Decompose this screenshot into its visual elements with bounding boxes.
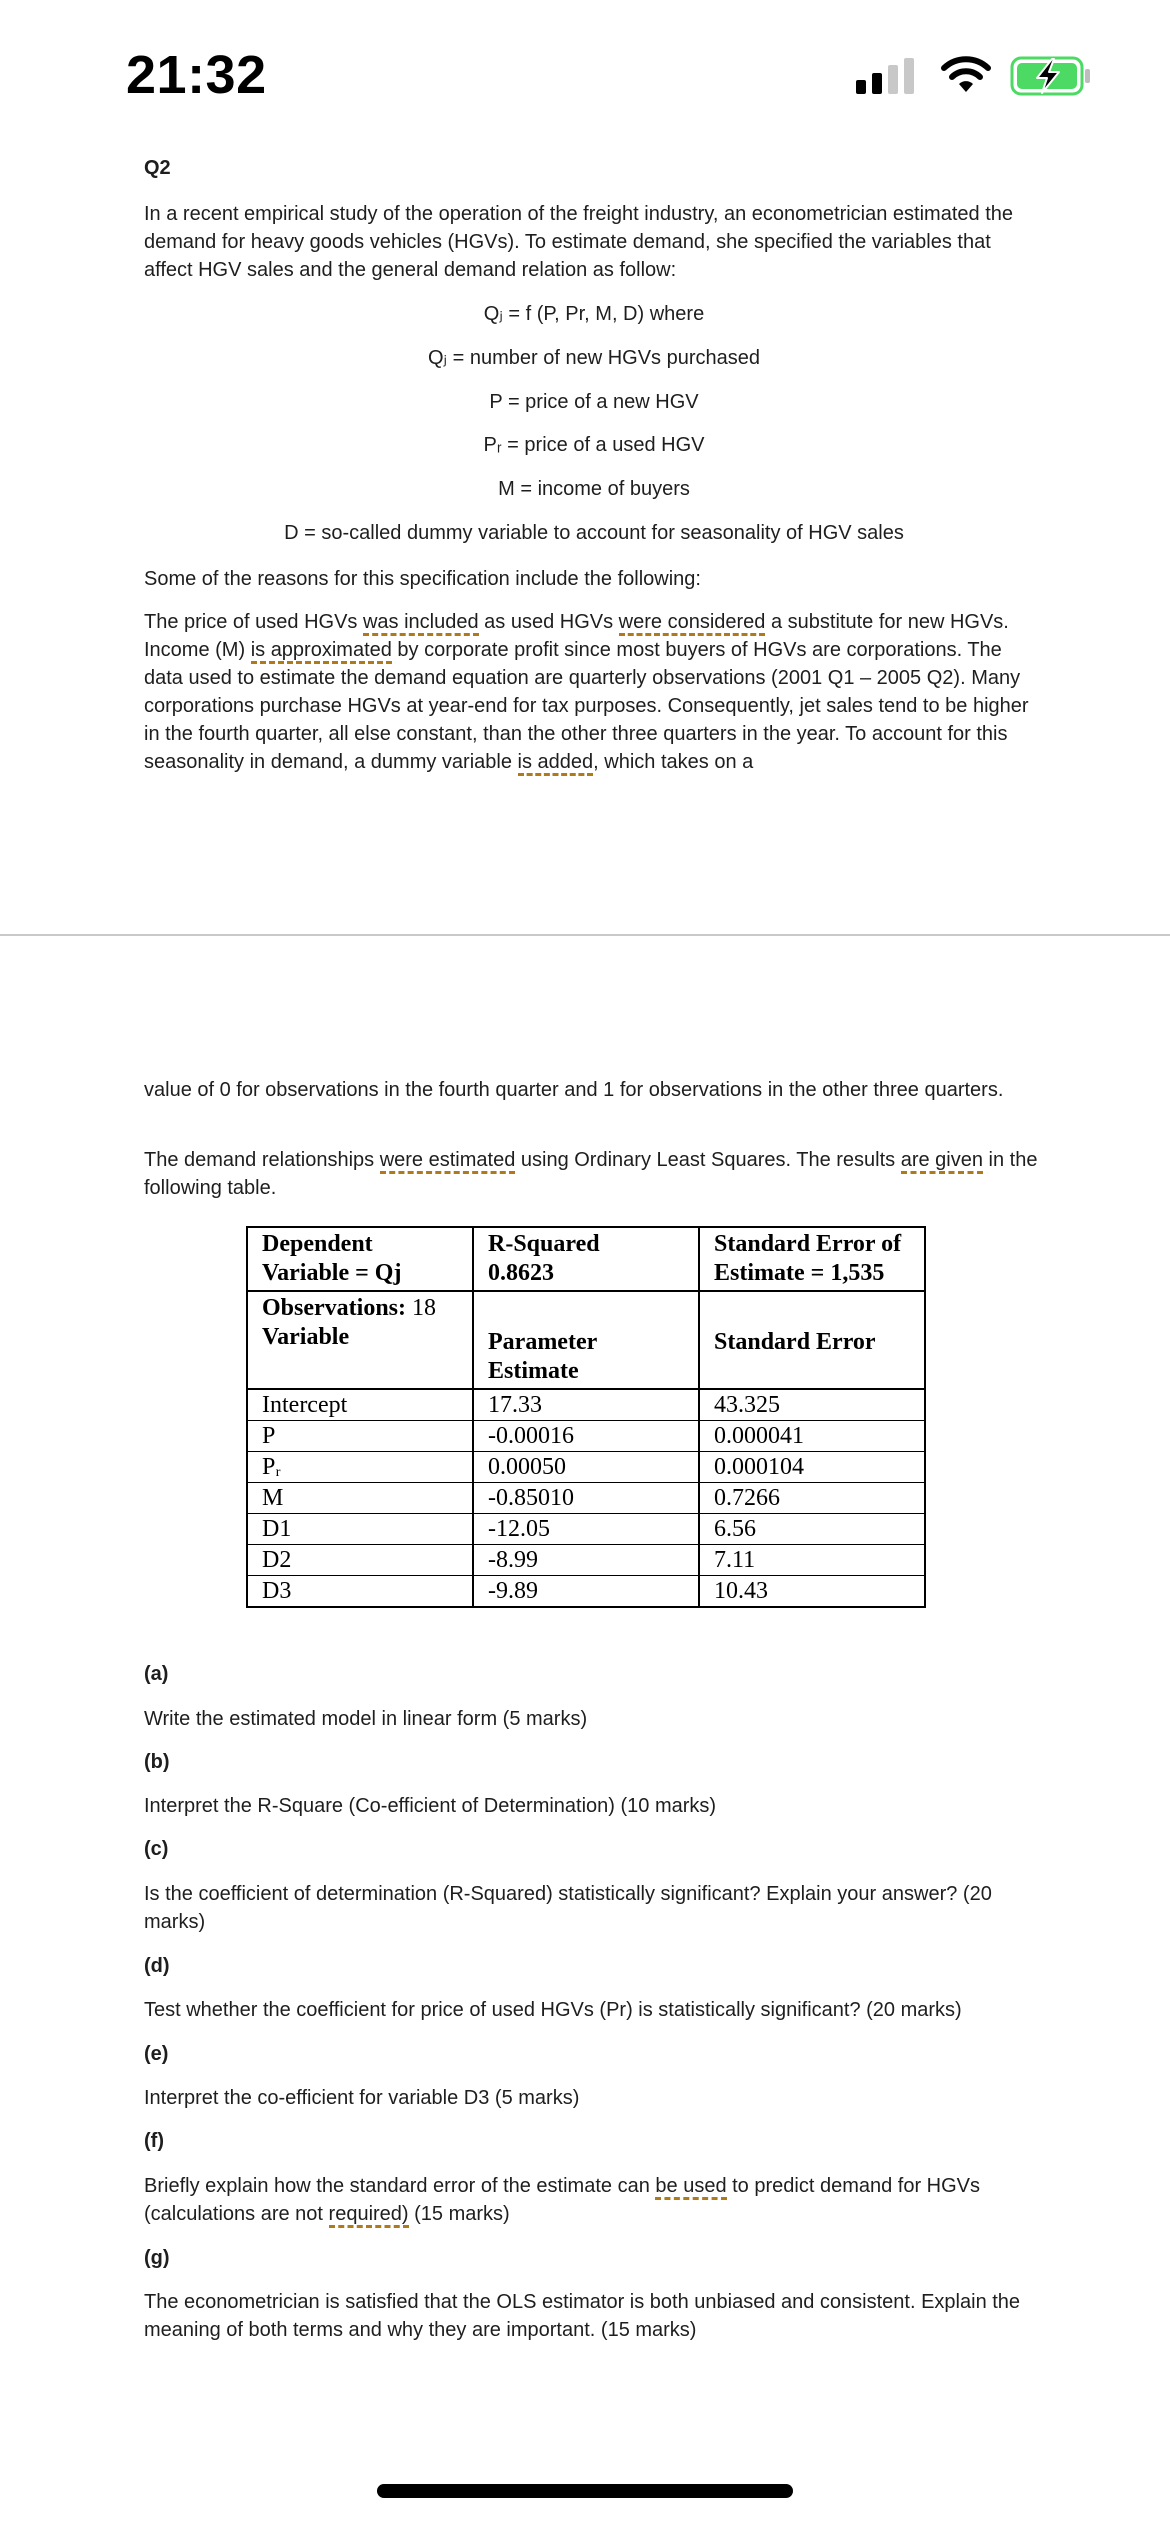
wifi-icon [940,56,992,94]
variable-cell: P [247,1421,473,1452]
estimate-cell: 0.00050 [473,1452,699,1483]
observations-label: Observations: [262,1295,406,1321]
home-indicator[interactable] [377,2484,793,2498]
reasons-paragraph [144,608,1044,776]
part-f-text-1: Briefly explain how the standard error of the estimate can [144,2175,656,2197]
table-header-row [247,1227,925,1291]
grammar-flag-8[interactable]: required) [329,2203,409,2228]
regression-results-table [246,1226,926,1608]
variable-cell: D2 [247,1545,473,1576]
status-time: 21:32 [126,45,267,105]
table-row [247,1389,925,1421]
observations-cell [247,1291,473,1389]
part-a-label: (a) [144,1663,169,1685]
part-c-text: Is the coefficient of determination (R-Squared) statistically significant? Explain your answer? (20 marks) [144,1883,992,1933]
ols-text-3: in the following table. [144,1149,1038,1199]
ols-text-1: The demand relationships [144,1149,380,1171]
continued-paragraph [144,1076,1044,1104]
variable-cell: M [247,1483,473,1514]
se-cell: 0.7266 [699,1483,925,1514]
question-number: Q2 [144,157,171,179]
def-dummy: D = so-called dummy variable to account for seasonality of HGV sales [284,522,904,544]
table-row [247,1576,925,1608]
part-a-text: Write the estimated model in linear form (5 marks) [144,1708,588,1730]
reasons-text-4: by corporate profit since most buyers of HGVs are corporations. The data used to estimate the demand equation are quarterly observations (2001 Q1 – 2005 Q2). Many corporations purchase HGVs at year-end for tax purposes. Consequently, jet sales tend to be higher in the fourth quarter, all else constant, than the other three quarters in the year. To account for this seasonality in demand, a dummy variable [144,639,1029,773]
battery-charging-icon [1010,56,1092,96]
table-row [247,1421,925,1452]
def-used-price: Pᵣ = price of a used HGV [483,434,705,456]
reasons-text-5: , which takes on a [593,751,754,773]
standard-error-header: Standard Error [699,1291,925,1389]
grammar-flag-4[interactable]: is added [518,751,594,776]
part-f-text-2: to predict demand for HGVs (calculations are not [144,2175,981,2225]
part-g-label: (g) [144,2247,170,2269]
r-squared-label: R-Squared [488,1231,600,1257]
grammar-flag-3[interactable]: is approximated [251,639,392,664]
variable-column-header: Variable [262,1324,350,1350]
grammar-flag-6[interactable]: are given [901,1149,983,1174]
part-g-text: The econometrician is satisfied that the OLS estimator is both unbiased and consistent. Explain the meaning of both terms and why they are important. (15 marks) [144,2291,1021,2341]
part-e-text: Interpret the co-efficient for variable D3 (5 marks) [144,2087,580,2109]
def-quantity: Qⱼ = number of new HGVs purchased [428,347,760,369]
question-heading [144,154,1044,182]
se-cell: 10.43 [699,1576,925,1608]
grammar-flag-2[interactable]: were considered [619,611,766,636]
grammar-flag-1[interactable]: was included [363,611,479,636]
observations-row [247,1291,925,1389]
reasons-text-3: a substitute for new HGVs. Income (M) [144,611,1009,661]
ols-text-2: using Ordinary Least Squares. The results [515,1149,901,1171]
variable-cell: Pᵣ [247,1452,473,1483]
def-price: P = price of a new HGV [489,391,699,413]
reasons-intro [144,565,1044,593]
r-squared-cell [473,1227,699,1291]
estimate-cell: -12.05 [473,1514,699,1545]
reasons-intro-text: Some of the reasons for this specification include the following: [144,568,701,590]
intro-text: In a recent empirical study of the operation of the freight industry, an econometrician estimated the demand for heavy goods vehicles (HGVs). To estimate demand, she specified the variables that affect HGV sales and the general demand relation as follow: [144,203,1013,281]
se-cell: 43.325 [699,1389,925,1421]
equation-block [144,300,1044,550]
r-squared-value: 0.8623 [488,1260,554,1286]
variable-cell: D3 [247,1576,473,1608]
part-f-text-3: (15 marks) [408,2203,510,2225]
page-break-divider [0,934,1170,936]
intro-paragraph [144,200,1044,284]
se-cell: 0.000104 [699,1452,925,1483]
part-b-label: (b) [144,1751,170,1773]
part-d-label: (d) [144,1955,170,1977]
se-cell: 6.56 [699,1514,925,1545]
se-cell: 0.000041 [699,1421,925,1452]
table-row [247,1545,925,1576]
part-b-text: Interpret the R-Square (Co-efficient of Determination) (10 marks) [144,1795,717,1817]
estimate-cell: -9.89 [473,1576,699,1608]
parameter-estimate-header: Parameter Estimate [473,1291,699,1389]
part-c-label: (c) [144,1838,169,1860]
grammar-flag-5[interactable]: were estimated [380,1149,516,1174]
variable-cell: Intercept [247,1389,473,1421]
def-income: M = income of buyers [498,478,690,500]
estimate-cell: -0.85010 [473,1483,699,1514]
table-row [247,1514,925,1545]
part-d-text: Test whether the coefficient for price of used HGVs (Pr) is statistically significant? (20 marks) [144,1999,962,2021]
part-f-label: (f) [144,2130,164,2152]
dependent-variable-cell: Dependent Variable = Qj [247,1227,473,1291]
grammar-flag-7[interactable]: be used [655,2175,726,2200]
continued-text: value of 0 for observations in the fourth quarter and 1 for observations in the other three quarters. [144,1079,1004,1101]
cellular-signal-icon [856,58,918,94]
ols-paragraph [144,1146,1044,1202]
demand-function: Qⱼ = f (P, Pr, M, D) where [483,303,705,325]
variable-cell: D1 [247,1514,473,1545]
estimate-cell: 17.33 [473,1389,699,1421]
part-e-label: (e) [144,2043,169,2065]
table-row [247,1483,925,1514]
table-row [247,1452,925,1483]
se-cell: 7.11 [699,1545,925,1576]
estimate-cell: -8.99 [473,1545,699,1576]
part-f-text [144,2172,1044,2228]
standard-error-estimate-cell: Standard Error of Estimate = 1,535 [699,1227,925,1291]
reasons-text-2: as used HGVs [478,611,619,633]
reasons-text-1: The price of used HGVs [144,611,363,633]
observations-value: 18 [412,1295,436,1321]
estimate-cell: -0.00016 [473,1421,699,1452]
